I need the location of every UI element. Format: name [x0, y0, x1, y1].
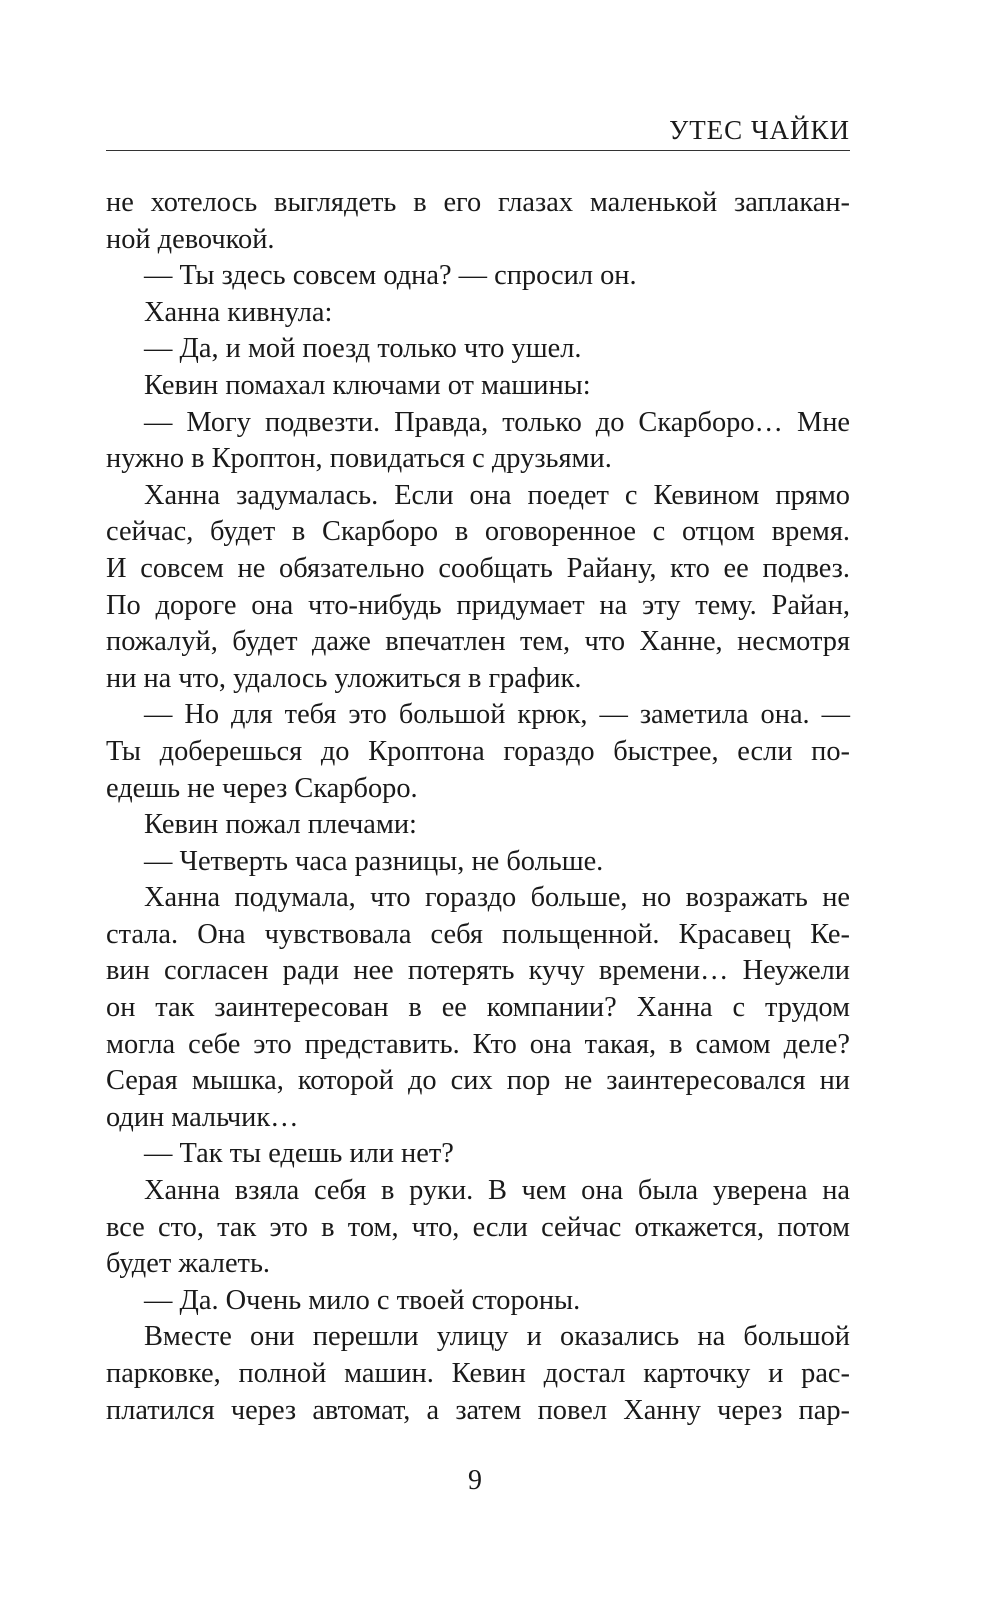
- text-line: И совсем не обязательно сообщать Райану, кто ее подвез.: [106, 552, 850, 584]
- text-line: Вместе они перешли улицу и оказались на большой: [144, 1321, 850, 1353]
- running-title: УТЕС ЧАЙКИ: [669, 115, 850, 145]
- text-line: Ханна кивнула:: [144, 296, 333, 328]
- text-line: — Да. Очень мило с твоей стороны.: [144, 1284, 581, 1316]
- text-line: — Могу подвезти. Правда, только до Скарборо… Мне: [144, 406, 850, 438]
- text-line: — Да, и мой поезд только что ушел.: [144, 333, 582, 365]
- text-line: Кевин пожал плечами:: [144, 809, 417, 841]
- text-line: Ханна подумала, что гораздо больше, но возражать не: [144, 882, 850, 914]
- text-line: не хотелось выглядеть в его глазах маленькой заплакан-: [106, 187, 850, 218]
- text-line: Ты доберешься до Кроптона гораздо быстрее, если по-: [106, 735, 850, 767]
- text-line: По дороге она что-нибудь придумает на эту тему. Райан,: [106, 589, 850, 621]
- text-line: парковке, полной машин. Кевин достал карточку и рас-: [106, 1358, 850, 1389]
- text-line: платился через автомат, а затем повел Ханну через пар-: [106, 1394, 850, 1426]
- text-line: едешь не через Скарборо.: [106, 772, 418, 804]
- text-line: стала. Она чувствовала себя польщенной. Красавец Ке-: [106, 918, 850, 950]
- text-line: ни на что, удалось уложиться в график.: [106, 662, 582, 694]
- text-line: нужно в Кроптон, повидаться с друзьями.: [106, 443, 612, 475]
- body-text: [106, 185, 850, 1429]
- text-line: будет жалеть.: [106, 1248, 271, 1280]
- text-line: Ханна задумалась. Если она поедет с Кевином прямо: [144, 479, 850, 511]
- text-line: — Четверть часа разницы, не больше.: [144, 845, 604, 877]
- text-line: сейчас, будет в Скарборо в оговоренное с отцом время.: [106, 516, 850, 548]
- text-line: один мальчик…: [106, 1101, 299, 1133]
- text-line: могла себе это представить. Кто она такая, в самом деле?: [106, 1028, 850, 1060]
- text-line: — Так ты едешь или нет?: [144, 1138, 454, 1170]
- text-line: — Ты здесь совсем одна? — спросил он.: [144, 260, 637, 292]
- text-line: он так заинтересован в ее компании? Ханна с трудом: [106, 992, 850, 1024]
- text-line: пожалуй, будет даже впечатлен тем, что Ханне, несмотря: [106, 626, 850, 658]
- text-line: — Но для тебя это большой крюк, — заметила она. —: [144, 699, 850, 731]
- text-line: Ханна взяла себя в руки. В чем она была уверена на: [144, 1175, 850, 1207]
- text-line: ной девочкой.: [106, 223, 275, 255]
- text-line: вин согласен ради нее потерять кучу времени… Неужели: [106, 955, 850, 987]
- page-number: 9: [468, 1465, 482, 1496]
- running-header: [106, 110, 850, 151]
- text-line: все сто, так это в том, что, если сейчас откажется, потом: [106, 1211, 850, 1243]
- text-line: Серая мышка, которой до сих пор не заинтересовался ни: [106, 1065, 850, 1097]
- text-line: Кевин помахал ключами от машины:: [144, 369, 591, 401]
